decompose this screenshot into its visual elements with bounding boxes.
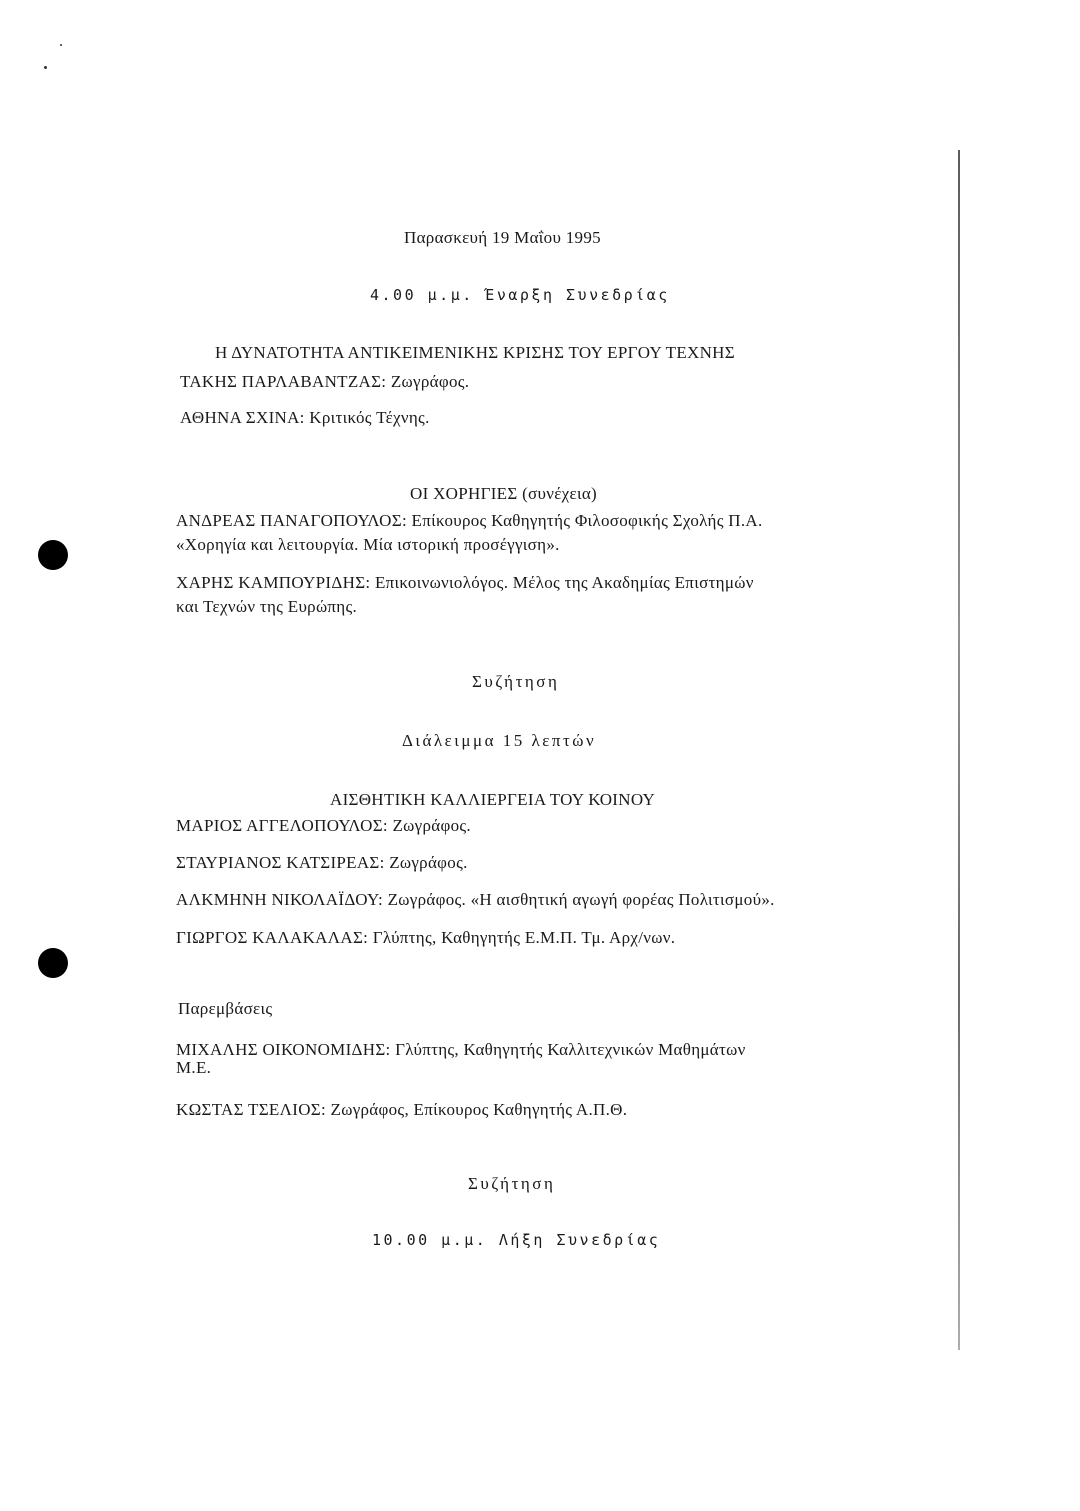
punch-hole-icon <box>38 540 68 570</box>
session3-title: ΑΙΣΘΗΤΙΚΗ ΚΑΛΛΙΕΡΓΕΙΑ ΤΟΥ ΚΟΙΝΟΥ <box>330 790 656 809</box>
session3-speaker3: ΑΛΚΜΗΝΗ ΝΙΚΟΛΑΪΔΟΥ: Ζωγράφος. «Η αισθητική αγωγή φορέας Πολιτισμού». <box>176 890 775 909</box>
interventions-heading: Παρεμβάσεις <box>178 999 273 1018</box>
session2-speaker1-line2: «Χορηγία και λειτουργία. Μία ιστορική προσέγγιση». <box>176 535 560 554</box>
interventions-speaker2: ΚΩΣΤΑΣ ΤΣΕΛΙΟΣ: Ζωγράφος, Επίκουρος Καθηγητής Α.Π.Θ. <box>176 1100 628 1119</box>
discussion-heading: Συζήτηση <box>472 672 560 691</box>
session-closing: 10.00 μ.μ. Λήξη Συνεδρίας <box>372 1231 661 1249</box>
session3-speaker1: ΜΑΡΙΟΣ ΑΓΓΕΛΟΠΟΥΛΟΣ: Ζωγράφος. <box>176 816 471 835</box>
session2-speaker2-line2: και Τεχνών της Ευρώπης. <box>176 597 358 616</box>
punch-hole-icon <box>38 948 68 978</box>
session1-speaker2: ΑΘΗΝΑ ΣΧΙΝΑ: Κριτικός Τέχνης. <box>180 408 430 427</box>
session1-speaker1: ΤΑΚΗΣ ΠΑΡΛΑΒΑΝΤΖΑΣ: Ζωγράφος. <box>180 372 470 391</box>
session2-speaker2-line1: ΧΑΡΗΣ ΚΑΜΠΟΥΡΙΔΗΣ: Επικοινωνιολόγος. Μέλος της Ακαδημίας Επιστημών <box>176 573 754 592</box>
session-opening: 4.00 μ.μ. Έναρξη Συνεδρίας <box>370 286 670 304</box>
scan-edge-line <box>958 150 960 1350</box>
session3-speaker2: ΣΤΑΥΡΙΑΝΟΣ ΚΑΤΣΙΡΕΑΣ: Ζωγράφος. <box>176 853 468 872</box>
session2-title: ΟΙ ΧΟΡΗΓΙΕΣ (συνέχεια) <box>410 484 597 503</box>
break-notice: Διάλειμμα 15 λεπτών <box>402 731 597 750</box>
interventions-speaker1-line1: ΜΙΧΑΛΗΣ ΟΙΚΟΝΟΜΙΔΗΣ: Γλύπτης, Καθηγητής Καλλιτεχνικών Μαθημάτων <box>176 1040 746 1059</box>
session1-title: Η ΔΥΝΑΤΟΤΗΤΑ ΑΝΤΙΚΕΙΜΕΝΙΚΗΣ ΚΡΙΣΗΣ ΤΟΥ ΕΡΓΟΥ ΤΕΧΝΗΣ <box>215 343 735 362</box>
session3-speaker4: ΓΙΩΡΓΟΣ ΚΑΛΑΚΑΛΑΣ: Γλύπτης, Καθηγητής Ε.Μ.Π. Τμ. Αρχ/νων. <box>176 928 676 947</box>
discussion-heading: Συζήτηση <box>468 1174 556 1193</box>
scan-speck <box>44 66 47 69</box>
program-date: Παρασκευή 19 Μαΐου 1995 <box>404 228 601 247</box>
session2-speaker1-line1: ΑΝΔΡΕΑΣ ΠΑΝΑΓΟΠΟΥΛΟΣ: Επίκουρος Καθηγητής Φιλοσοφικής Σχολής Π.Α. <box>176 511 763 530</box>
interventions-speaker1-line2: Μ.Ε. <box>176 1058 212 1077</box>
scan-speck <box>60 44 62 46</box>
